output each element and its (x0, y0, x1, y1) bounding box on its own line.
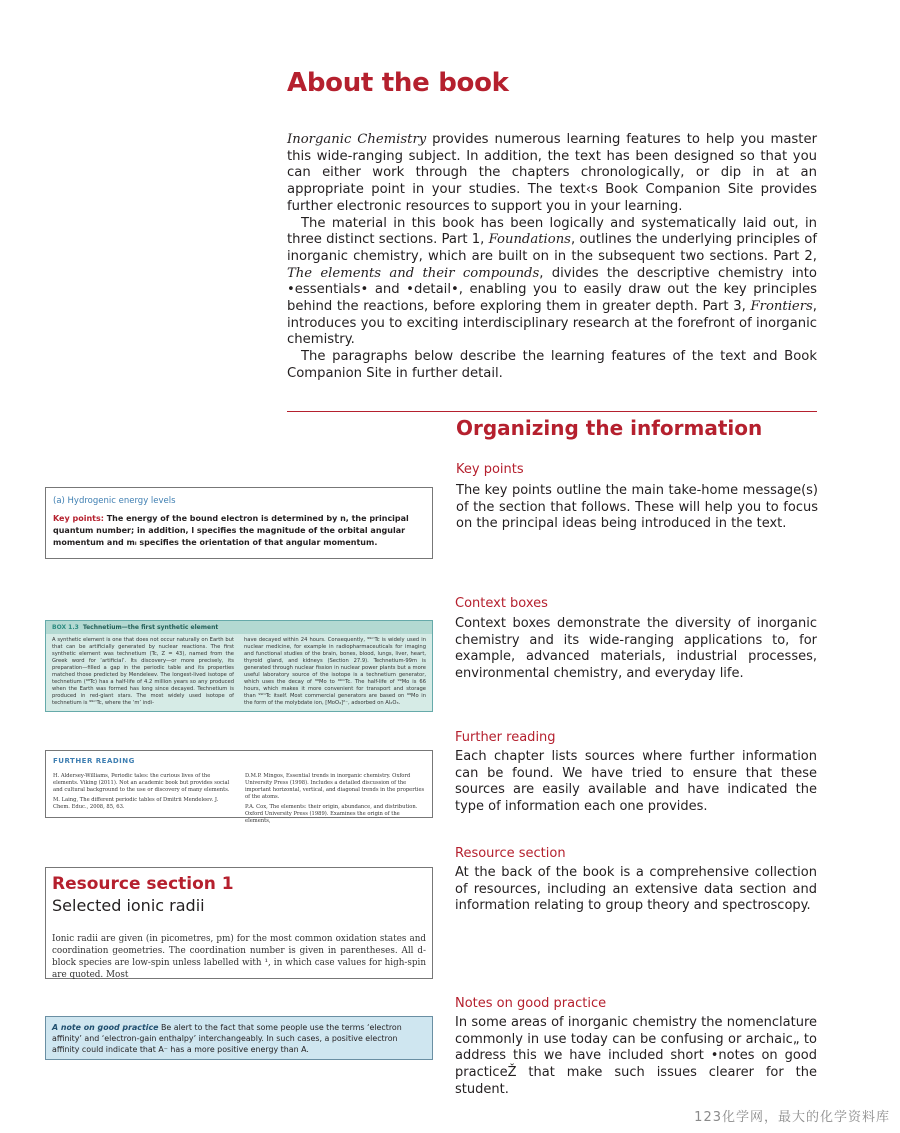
intro-p2-d: , introduces you to exciting interdisciplinary research at the forefront of inorganic chemistry. (287, 299, 817, 348)
further-reading-col-2 (245, 773, 425, 828)
key-points-sample-label: (a) Hydrogenic energy levels (53, 496, 176, 506)
intro-paragraph-2 (287, 216, 817, 350)
good-practice-body: In some areas of inorganic chemistry the nomenclature commonly in use today can be confusing or archaic„ to address this we have included short •notes on good practiceŽ that make such issues clearer for the student. (455, 1015, 817, 1097)
good-practice-title: Notes on good practice (455, 996, 607, 1011)
good-practice-sample-body: Be alert to the fact that some people use the terms ‘electron affinity’ and ‘electron-gain enthalpy’ interchangeably. In such cases, a positive electron affinity could indicate that A⁻ has a more positive energy than A. (52, 1023, 402, 1054)
reference-item: P.A. Cox, The elements: their origin, abundance, and distribution. Oxford University Press (1989). Examines the origin of the elements, (245, 804, 418, 824)
book-title: Inorganic Chemistry (287, 132, 427, 147)
intro-paragraph-1 (287, 132, 817, 216)
key-points-sample-body: The energy of the bound electron is determined by n, the principal quantum number; in addition, l specifies the magnitude of the orbital angular momentum and mₗ specifies the orientation of that angular momentum. (53, 514, 409, 547)
page-title: About the book (287, 68, 509, 98)
context-sample-col-2: have decayed within 24 hours. Consequently, ⁹⁹ᵐTc is widely used in nuclear medicine, for example in radiopharmaceuticals for imaging and functional studies of the brain, bones, blood, lungs, liver, heart, thyroid gland, and kidneys (Section 27.9). Technetium-99m is generated through nuclear fission in nuclear power plants but a more useful laboratory source of the isotope is a technetium generator, which uses the decay of ⁹⁹Mo to ⁹⁹ᵐTc. The half-life of ⁹⁹Mo is 66 hours, which makes it more convenient for transport and storage than ⁹⁹ᵐTc itself. Most commercial generators are based on ⁹⁹Mo in the form of the molybdate ion, [MoO₄]²⁻, adsorbed on Al₂O₃. (244, 637, 426, 706)
part-1-title: Foundations (488, 232, 571, 248)
context-box-title: Technetium—the first synthetic element (82, 624, 219, 631)
good-practice-sample-box (45, 1016, 433, 1060)
resource-section-body: At the back of the book is a comprehensive collection of resources, including an extensive data section and information relating to group theory and spectroscopy. (455, 865, 817, 914)
reference-item: H. Aldersey-Williams, Periodic tales: the curious lives of the elements. Viking (2011). Not an academic book but provides social and cultural background to the use or discovery of many elements. (53, 773, 230, 793)
further-reading-sample-heading: FURTHER READING (53, 757, 135, 765)
section-heading: Organizing the information (456, 416, 763, 440)
context-sample-columns (46, 634, 432, 710)
intro-paragraph-3: The paragraphs below describe the learning features of the text and Book Companion Site in further detail. (287, 349, 817, 381)
resource-sample-title: Resource section 1 (52, 874, 234, 894)
further-reading-sample-columns (53, 773, 425, 828)
resource-section-title: Resource section (455, 846, 566, 861)
resource-sample-body: Ionic radii are given (in picometres, pm) for the most common oxidation states and coordination geometries. The coordination number is given in parentheses. All d-block species are low-spin unless labelled with ¹, in which case values for high-spin are quoted. Most (52, 934, 426, 980)
context-sample-header (46, 621, 432, 634)
key-points-title: Key points (456, 462, 524, 477)
key-points-sample-box (45, 487, 433, 559)
key-points-body: The key points outline the main take-home message(s) of the section that follows. These will help you to focus on the principal ideas being introduced in the text. (456, 483, 818, 532)
reference-item: M. Laing, The different periodic tables of Dmitrii Mendeleev. J. Chem. Educ., 2008, 85, 63. (53, 797, 219, 810)
further-reading-title: Further reading (455, 730, 556, 745)
section-divider (287, 411, 817, 412)
intro-text (287, 132, 817, 383)
key-points-label: Key points: (53, 514, 104, 523)
context-boxes-title: Context boxes (455, 596, 548, 611)
context-box-number: BOX 1.3 (52, 624, 79, 631)
resource-sample-subtitle: Selected ionic radii (52, 896, 205, 915)
part-2-title: The elements and their compounds (287, 265, 540, 281)
intro-p2-b: , outlines the underlying principles of inorganic chemistry, which are built on in the subsequent two sections. Part 2, (287, 232, 817, 264)
further-reading-sample-box (45, 750, 433, 824)
watermark: 123化学网，最大的化学资料库 (694, 1110, 890, 1125)
context-sample-col-1: A synthetic element is one that does not occur naturally on Earth but that can be artificially generated by nuclear reactions. The first synthetic element was technetium (Tc, Z = 43), named from the Greek word for ‘artificial’. Its discovery—or more precisely, its preparation—filled a gap in the periodic table and its properties matched those predicted by Mendeleev. The longest-lived isotope of technetium (⁹⁸Tc) has a half-life of 4.2 million years so any produced when the Earth was formed has long since decayed. Technetium is produced in red-giant stars. The most widely used isotope of technetium is ⁹⁹ᵐTc, where the ‘m’ indi- (52, 637, 234, 706)
intro-p2-c: , divides the descriptive chemistry into •essentials• and •detail•, enabling you to easily draw out the key principles behind the reactions, before exploring them in greater depth. Part 3, (287, 265, 817, 315)
further-reading-col-1 (53, 773, 233, 828)
reference-item: D.M.P. Mingos, Essential trends in inorganic chemistry. Oxford University Press (1998). Includes a detailed discussion of the important horizontal, vertical, and diagonal trends in the properties of the atoms. (245, 773, 425, 800)
intro-p1-text: provides numerous learning features to help you master this wide-ranging subject. In addition, the text has been designed so that you can either work through the chapters chronologically, or dip in at an appropriate point in your studies. The text‹s Book Companion Site provides further electronic resources to support you in your learning. (287, 132, 817, 214)
resource-sample-box (45, 867, 433, 979)
good-practice-label: A note on good practice (52, 1023, 159, 1032)
intro-p2-a: The material in this book has been logically and systematically laid out, in three distinct sections. Part 1, (287, 215, 817, 248)
context-boxes-body: Context boxes demonstrate the diversity of inorganic chemistry and its wide-ranging applications to, for example, advanced materials, industrial processes, environmental chemistry, and everyday life. (455, 616, 817, 682)
part-3-title: Frontiers (750, 299, 813, 315)
good-practice-sample-text (52, 1022, 426, 1055)
further-reading-body: Each chapter lists sources where further information can be found. We have tried to ensure that these sources are easily available and have indicated the type of information each one provides. (455, 749, 817, 815)
context-sample-box (45, 620, 433, 712)
key-points-sample-text (53, 513, 425, 549)
